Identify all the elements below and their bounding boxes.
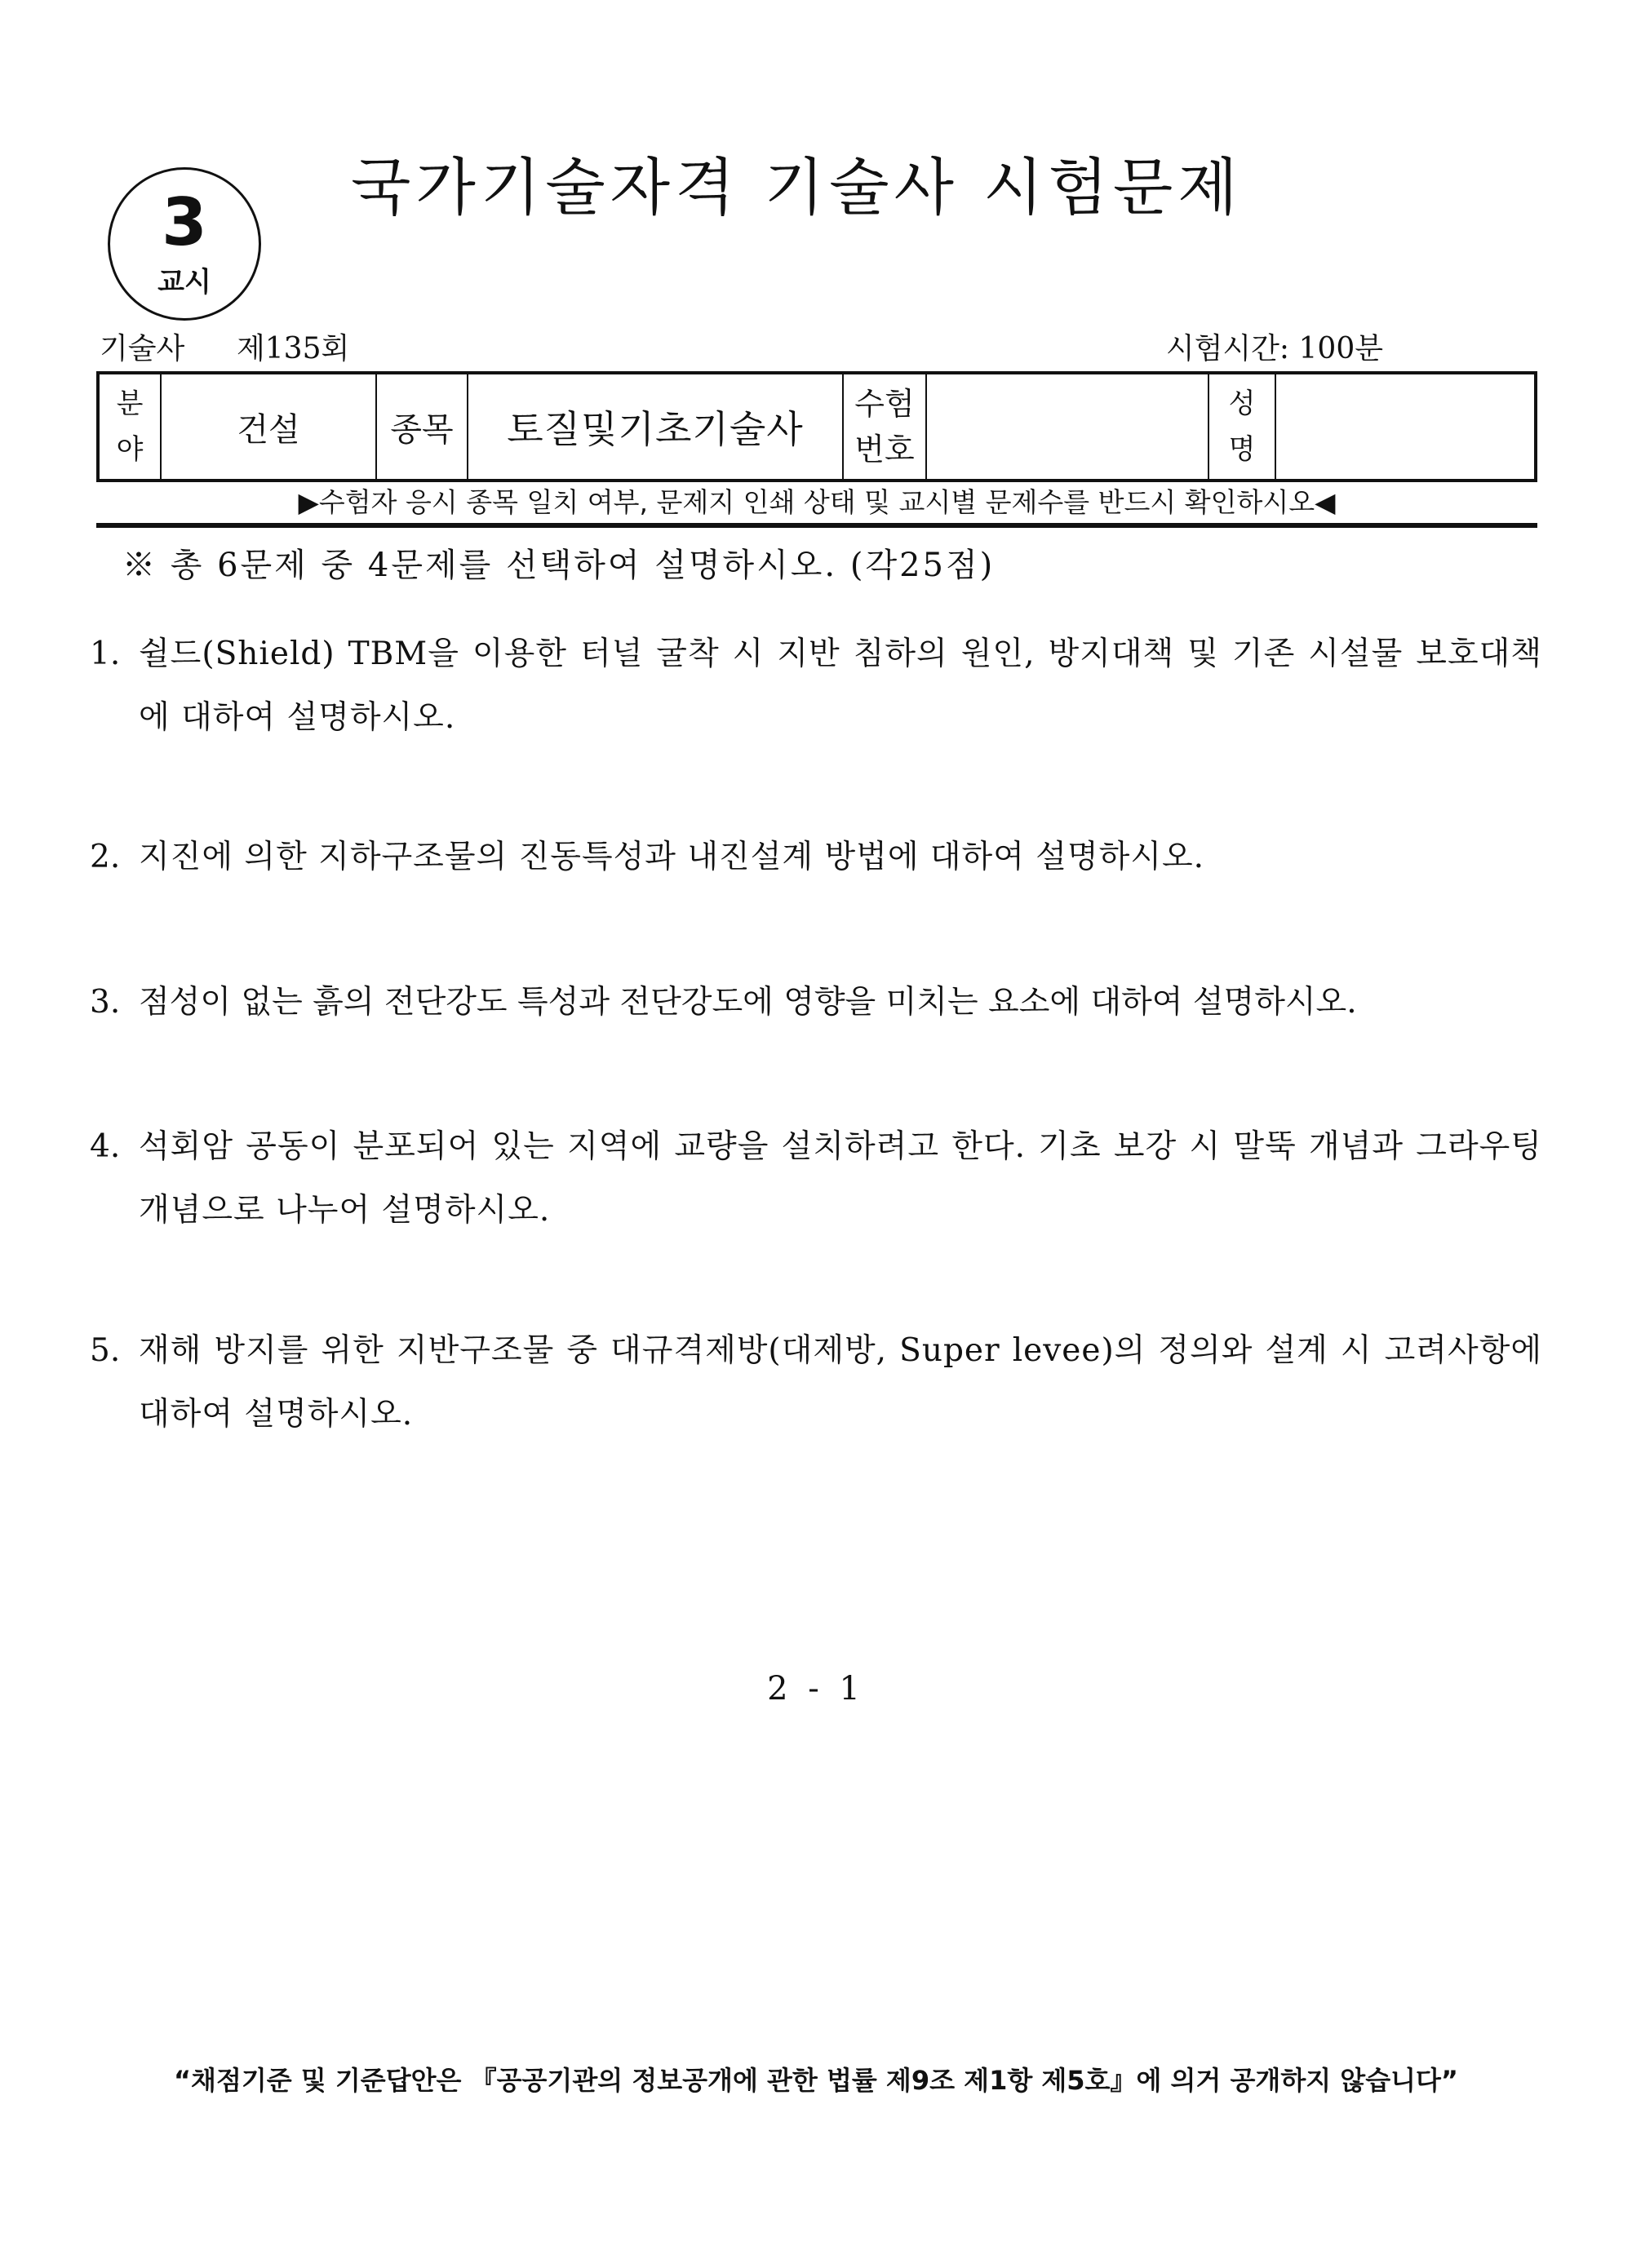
page-title: 국가기술자격 기술사 시험문제 bbox=[351, 151, 1243, 224]
exam-no-label-bottom: 번호 bbox=[854, 432, 915, 467]
question-text: 재해 방지를 위한 지반구조물 중 대규격제방(대제방, Super levee)의 정의와 설계 시 고려사항에 대하여 설명하시오. bbox=[139, 1332, 1542, 1433]
field-value-cell bbox=[162, 374, 377, 479]
field-label-bottom: 야 bbox=[116, 433, 144, 466]
session-label: 교시 bbox=[157, 266, 211, 299]
footer-disclaimer: “채점기준 및 기준답안은 『공공기관의 정보공개에 관한 법률 제9조 제1항 제5호』에 의거 공개하지 않습니다” bbox=[174, 2065, 1458, 2096]
exam-round: 제135회 bbox=[237, 332, 350, 365]
session-number: 3 bbox=[162, 184, 207, 260]
exam-no-value-cell[interactable] bbox=[927, 374, 1209, 479]
name-label-top: 성 bbox=[1228, 388, 1256, 420]
exam-info-table bbox=[96, 371, 1537, 482]
question-item bbox=[90, 622, 1542, 750]
field-label-top: 분 bbox=[116, 388, 144, 420]
divider bbox=[96, 523, 1537, 528]
item-value-cell bbox=[468, 374, 844, 479]
question-number: 1. bbox=[90, 636, 121, 672]
question-number: 5. bbox=[90, 1332, 121, 1369]
exam-level: 기술사 bbox=[100, 332, 185, 365]
question-item bbox=[90, 1319, 1542, 1446]
notice-text: ▶수험자 응시 종목 일치 여부, 문제지 인쇄 상태 및 교시별 문제수를 반드시 확인하시오◀ bbox=[298, 486, 1336, 518]
name-label-cell bbox=[1209, 374, 1276, 479]
exam-no-label-top: 수험 bbox=[854, 386, 915, 422]
exam-no-label-cell bbox=[844, 374, 927, 479]
field-value: 건설 bbox=[237, 410, 300, 449]
question-number: 3. bbox=[90, 984, 121, 1021]
question-item bbox=[90, 1115, 1542, 1243]
item-label: 종목 bbox=[390, 410, 454, 449]
question-item bbox=[90, 826, 1542, 889]
question-text: 점성이 없는 흙의 전단강도 특성과 전단강도에 영향을 미치는 요소에 대하여 설명하시오. bbox=[139, 984, 1357, 1021]
question-number: 4. bbox=[90, 1128, 121, 1165]
field-label-cell bbox=[100, 374, 162, 479]
item-label-cell bbox=[377, 374, 468, 479]
session-badge bbox=[108, 167, 261, 321]
question-text: 석회암 공동이 분포되어 있는 지역에 교량을 설치하려고 한다. 기초 보강 시 말뚝 개념과 그라우팅 개념으로 나누어 설명하시오. bbox=[139, 1128, 1542, 1229]
question-text: 지진에 의한 지하구조물의 진동특성과 내진설계 방법에 대하여 설명하시오. bbox=[139, 839, 1205, 875]
page-number: 2 - 1 bbox=[767, 1670, 865, 1708]
name-value-cell[interactable] bbox=[1276, 374, 1534, 479]
question-text: 쉴드(Shield) TBM을 이용한 터널 굴착 시 지반 침하의 원인, 방지대책 및 기존 시설물 보호대책에 대하여 설명하시오. bbox=[139, 636, 1542, 736]
instruction-text: ※ 총 6문제 중 4문제를 선택하여 설명하시오. (각25점) bbox=[122, 547, 996, 584]
exam-time: 시험시간: 100분 bbox=[1165, 332, 1383, 365]
question-number: 2. bbox=[90, 839, 121, 875]
item-value: 토질및기초기술사 bbox=[507, 407, 804, 451]
name-label-bottom: 명 bbox=[1228, 433, 1256, 466]
question-item bbox=[90, 971, 1542, 1034]
